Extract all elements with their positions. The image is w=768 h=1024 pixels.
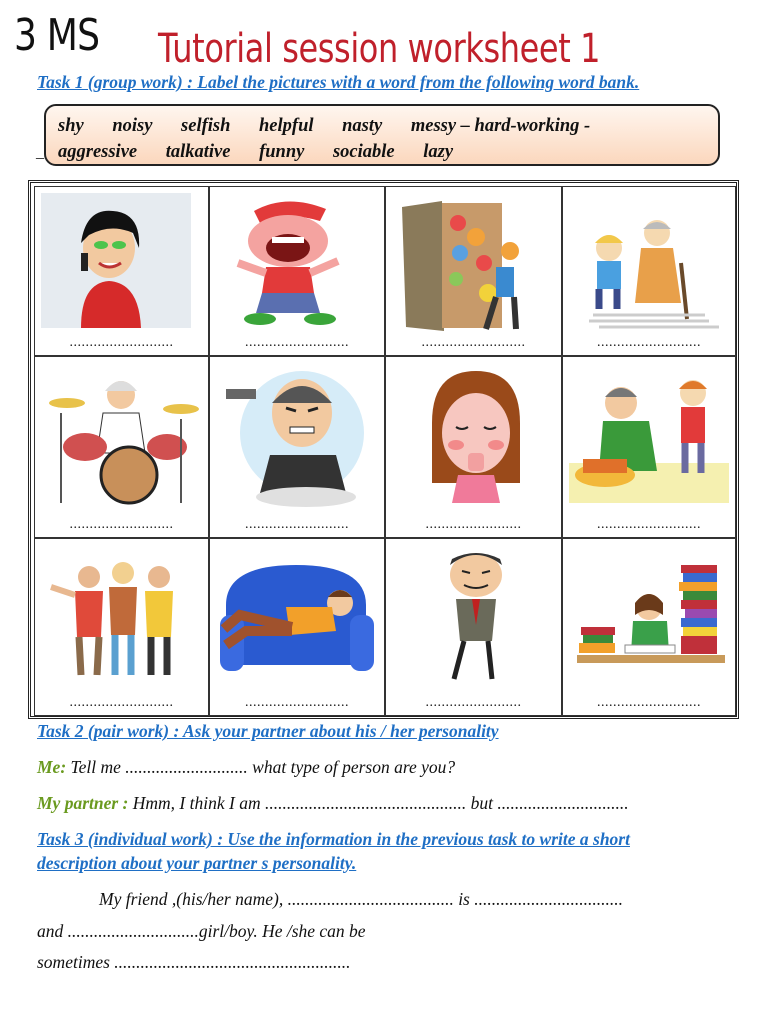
- woman-on-phone-icon: [41, 193, 201, 333]
- picture-cell-7: [385, 356, 562, 538]
- speaker-partner-label: My partner :: [37, 793, 129, 813]
- word-messy-hardworking: messy – hard-working -: [410, 116, 591, 136]
- task3-instruction-line2: description about your partner s personality.: [37, 853, 357, 873]
- answer-blank[interactable]: ..........................: [245, 517, 349, 532]
- answer-blank[interactable]: ........................: [425, 695, 522, 710]
- worksheet-title: Tutorial session worksheet 1: [158, 26, 601, 72]
- task3-instruction-line1: Task 3 (individual work) : Use the information in the previous task to write a short: [37, 829, 630, 849]
- answer-blank[interactable]: ..........................: [69, 517, 174, 532]
- picture-cell-10: [209, 538, 385, 716]
- answer-blank[interactable]: ..........................: [245, 695, 349, 710]
- word-selfish: selfish: [181, 116, 231, 136]
- task2-instruction: Task 2 (pair work) : Ask your partner about his / her personality: [37, 721, 499, 741]
- lazy-man-on-sofa-icon: [216, 545, 376, 685]
- word-nasty: nasty: [342, 116, 383, 136]
- word-bank-box: [44, 104, 720, 166]
- answer-blank[interactable]: ........................: [425, 517, 522, 532]
- funny-man-icon: [392, 545, 552, 685]
- word-sociable: sociable: [332, 142, 395, 162]
- dialogue-partner-text[interactable]: Hmm, I think I am .............................................. but ..............................: [128, 793, 629, 813]
- word-helpful: helpful: [259, 116, 314, 136]
- group-of-friends-icon: [41, 545, 201, 685]
- picture-cell-3: [385, 186, 562, 356]
- answer-blank[interactable]: ..........................: [245, 335, 349, 350]
- shy-girl-icon: [392, 363, 552, 508]
- picture-cell-1: [34, 186, 209, 356]
- man-eating-cake-icon: [569, 363, 729, 508]
- word-noisy: noisy: [112, 116, 153, 136]
- girl-studying-books-icon: [569, 545, 729, 685]
- dialogue-partner-line: [37, 793, 629, 814]
- speaker-me-label: Me:: [37, 757, 67, 777]
- picture-cell-4: [562, 186, 736, 356]
- dialogue-me-text[interactable]: Tell me ............................ what type of person are you?: [66, 757, 456, 777]
- answer-blank[interactable]: ..........................: [597, 695, 701, 710]
- level-label: 3 MS: [14, 10, 100, 61]
- messy-cupboard-icon: [392, 193, 552, 333]
- picture-cell-12: [562, 538, 736, 716]
- drummer-icon: [41, 363, 201, 508]
- picture-cell-11: [385, 538, 562, 716]
- dialogue-me-line: [37, 757, 455, 778]
- word-talkative: talkative: [165, 142, 231, 162]
- shouting-boy-icon: [216, 193, 376, 333]
- picture-cell-9: [34, 538, 209, 716]
- writing-line-2[interactable]: and ..............................girl/boy. He /she can be: [37, 921, 366, 941]
- boy-helping-grandma-icon: [569, 193, 729, 333]
- angry-boy-punching-icon: [216, 363, 376, 508]
- word-bank-line-2: [58, 142, 477, 163]
- answer-blank[interactable]: ..........................: [421, 335, 526, 350]
- word-funny: funny: [259, 142, 305, 162]
- picture-cell-6: [209, 356, 385, 538]
- word-aggressive: aggressive: [58, 142, 138, 162]
- answer-blank[interactable]: ..........................: [69, 695, 174, 710]
- word-bank-line-1: [58, 116, 614, 137]
- answer-blank[interactable]: ..........................: [69, 335, 174, 350]
- answer-blank[interactable]: ..........................: [597, 517, 701, 532]
- word-lazy: lazy: [423, 142, 454, 162]
- picture-cell-8: [562, 356, 736, 538]
- writing-line-3[interactable]: sometimes ......................................................: [37, 952, 351, 972]
- word-shy: shy: [58, 116, 84, 136]
- picture-cell-5: [34, 356, 209, 538]
- picture-grid: [28, 180, 739, 719]
- task1-instruction: Task 1 (group work) : Label the pictures with a word from the following word bank.: [37, 72, 640, 92]
- writing-line-1[interactable]: My friend ,(his/her name), ...................................... is ..................................: [99, 889, 623, 909]
- picture-cell-2: [209, 186, 385, 356]
- divider: _: [36, 144, 44, 161]
- answer-blank[interactable]: ..........................: [597, 335, 701, 350]
